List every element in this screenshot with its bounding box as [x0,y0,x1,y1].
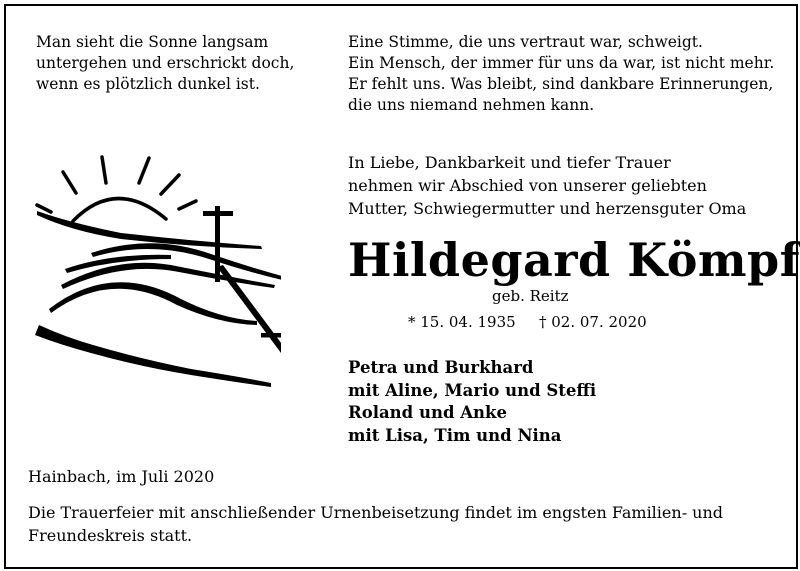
poem-right-line: die uns niemand nehmen kann. [348,96,595,114]
mourners-list [348,357,596,447]
obituary-card [4,4,798,569]
deceased-name: Hildegard Kömpf [348,233,800,287]
intro-line: In Liebe, Dankbarkeit und tiefer Trauer [348,153,671,172]
mourner-line: Roland und Anke [348,403,507,422]
mourner-line: mit Lisa, Tim und Nina [348,425,562,445]
poem-left-line: wenn es plötzlich dunkel ist. [36,75,260,93]
death-date: † 02. 07. 2020 [539,313,647,331]
poem-right-line: Ein Mensch, der immer für uns da war, ist nicht mehr. [348,54,775,72]
mourner-line: Petra und Burkhard [348,358,534,377]
intro-line: nehmen wir Abschied von unserer geliebten [348,176,707,195]
sunset-cross-icon [31,149,281,387]
poem-left [36,32,294,95]
poem-left-line: untergehen und erschrickt doch, [36,54,295,72]
place-date: Hainbach, im Juli 2020 [28,467,215,486]
poem-right [348,32,774,116]
birth-date: * 15. 04. 1935 [408,313,516,331]
poem-left-line: Man sieht die Sonne langsam [36,33,269,51]
intro-text [348,151,746,220]
intro-line: Mutter, Schwiegermutter und herzensguter Oma [348,199,747,218]
poem-right-line: Eine Stimme, die uns vertraut war, schweigt. [348,33,703,51]
mourner-line: mit Aline, Mario und Steffi [348,380,597,400]
funeral-notice: Die Trauerfeier mit anschließender Urnenbeisetzung findet im engsten Familien- und Freundeskreis statt. [28,503,724,545]
birth-name: geb. Reitz [492,287,569,305]
poem-right-line: Er fehlt uns. Was bleibt, sind dankbare Erinnerungen, [348,75,774,93]
